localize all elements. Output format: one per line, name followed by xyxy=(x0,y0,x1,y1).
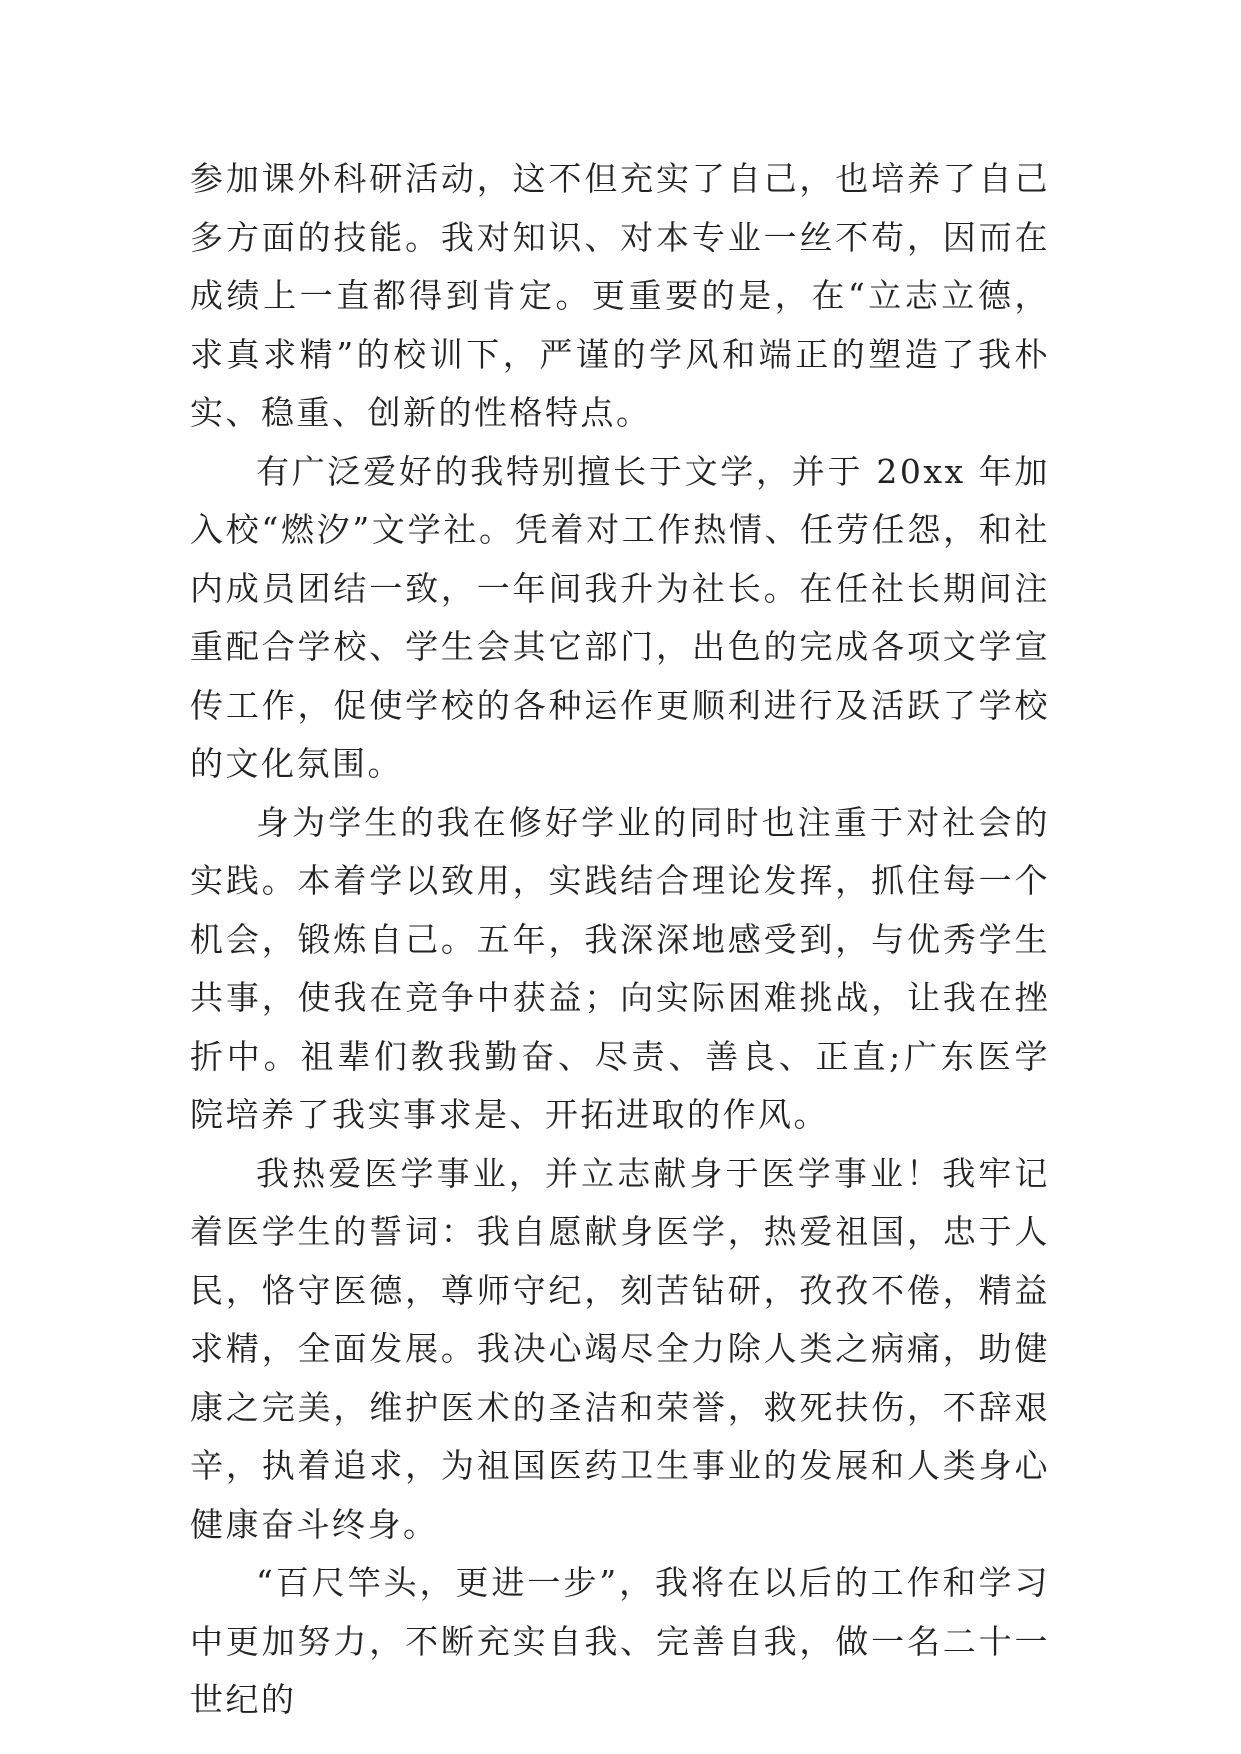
paragraph-medical-oath: 我热爱医学事业，并立志献身于医学事业！我牢记着医学生的誓词：我自愿献身医学，热爱祖国，忠于人民，恪守医德，尊师守纪，刻苦钻研，孜孜不倦，精益求精，全面发展。我决心竭尽全力除人类之病痛，助健康之完美，维护医术的圣洁和荣誉，救死扶伤，不辞艰辛，执着追求，为祖国医药卫生事业的发展和人类身心健康奋斗终身。 xyxy=(190,1153,1050,1544)
document-body xyxy=(190,150,1050,1730)
paragraph-research-activities: 参加课外科研活动，这不但充实了自己，也培养了自己多方面的技能。我对知识、对本专业一丝不苟，因而在成绩上一直都得到肯定。更重要的是，在“立志立德，求真求精”的校训下，严谨的学风和端正的塑造了我朴实、稳重、创新的性格特点。 xyxy=(190,159,1050,432)
paragraph-literary-society: 有广泛爱好的我特别擅长于文学，并于 20xx 年加入校“燃汐”文学社。凭着对工作热情、任劳任怨，和社内成员团结一致，一年间我升为社长。在任社长期间注重配合学校、学生会其它部门，出色的完成各项文学宣传工作，促使学校的各种运作更顺利进行及活跃了学校的文化氛围。 xyxy=(190,451,1050,783)
paragraph-social-practice: 身为学生的我在修好学业的同时也注重于对社会的实践。本着学以致用，实践结合理论发挥，抓住每一个机会，锻炼自己。五年，我深深地感受到，与优秀学生共事，使我在竞争中获益；向实际困难挑战，让我在挫折中。祖辈们教我勤奋、尽责、善良、正直;广东医学院培养了我实事求是、开拓进取的作风。 xyxy=(190,802,1050,1134)
paragraph-closing: “百尺竿头，更进一步”，我将在以后的工作和学习中更加努力，不断充实自我、完善自我，做一名二十一世纪的 xyxy=(190,1563,1050,1719)
